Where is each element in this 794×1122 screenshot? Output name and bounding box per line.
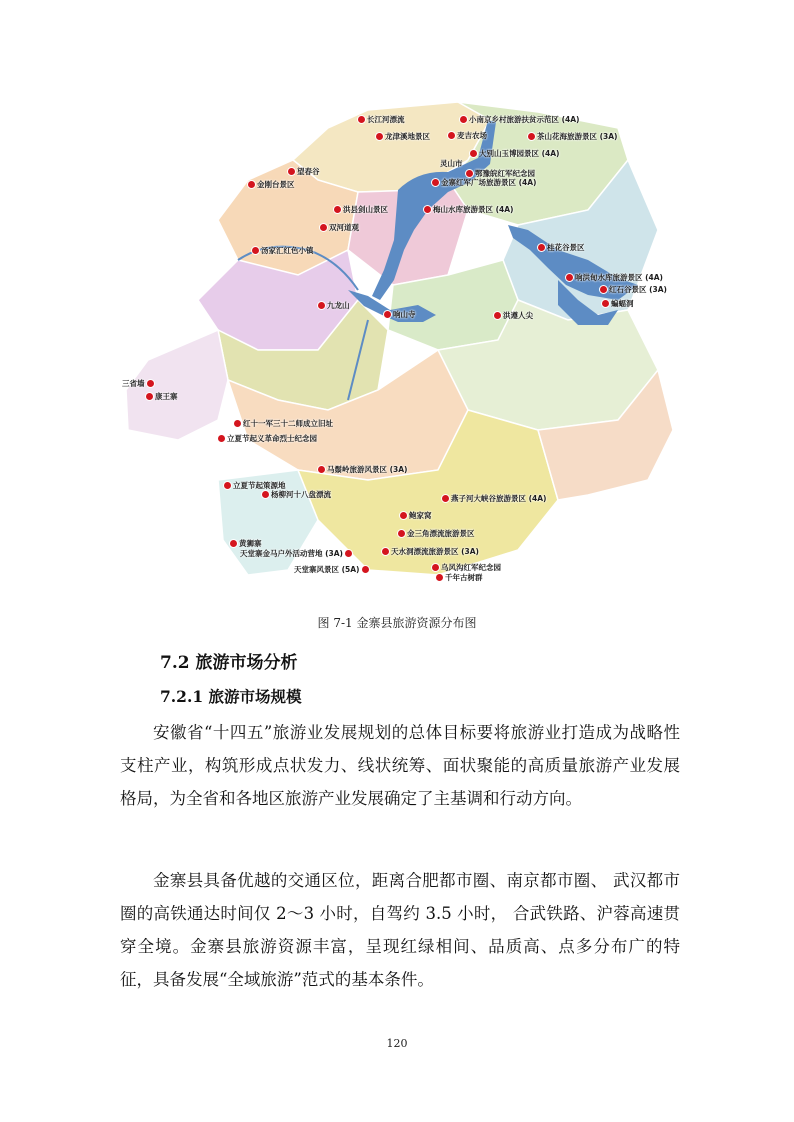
marker-dot-icon [448, 132, 455, 139]
tourism-map [118, 100, 678, 590]
marker-dot-icon [384, 311, 391, 318]
marker-dot-icon [466, 170, 473, 177]
poi-marker: 望春谷 [288, 168, 320, 176]
marker-dot-icon [400, 512, 407, 519]
marker-dot-icon [382, 548, 389, 555]
marker-dot-icon [146, 393, 153, 400]
marker-dot-icon [436, 574, 443, 581]
marker-dot-icon [398, 530, 405, 537]
marker-dot-icon [252, 247, 259, 254]
poi-marker: 梅山水库旅游景区 (4A) [424, 206, 514, 214]
poi-marker: 长江河漂流 [358, 116, 405, 124]
marker-dot-icon [320, 224, 327, 231]
marker-dot-icon [262, 491, 269, 498]
poi-marker: 杨柳河十八盘漂流 [262, 491, 331, 499]
poi-marker: 鄂豫皖红军纪念园 [466, 170, 535, 178]
poi-marker: 红石谷景区 (3A) [600, 286, 667, 294]
poi-marker: 汤家汇红色小镇 [252, 247, 314, 255]
marker-dot-icon [442, 495, 449, 502]
marker-dot-icon [538, 244, 545, 251]
marker-dot-icon [600, 286, 607, 293]
marker-dot-icon [234, 420, 241, 427]
poi-marker: 大别山玉博园景区 (4A) [470, 150, 560, 158]
poi-label: 灵山市 [440, 159, 463, 168]
marker-dot-icon [470, 150, 477, 157]
marker-dot-icon [248, 181, 255, 188]
marker-dot-icon [345, 550, 352, 557]
paragraph: 金寨县具备优越的交通区位，距离合肥都市圈、南京都市圈、 武汉都市圈的高铁通达时间仅 2～3 小时，自驾约 3.5 小时， 合武铁路、沪蓉高速贯穿全境。金寨县旅游资源丰富，呈现红绿相间、品质高、点多分布广的特征，具备发展“全域旅游”范式的基本条件。 [120, 871, 680, 989]
poi-marker: 黄狮寨 [230, 540, 262, 548]
county-map-graphic [118, 100, 678, 590]
poi-marker: 双河道观 [320, 224, 359, 232]
marker-dot-icon [566, 274, 573, 281]
poi-marker: 鲍家窝 [400, 512, 432, 520]
poi-marker: 康王寨 [146, 393, 178, 401]
marker-dot-icon [432, 179, 439, 186]
poi-marker: 洪遵人尖 [494, 312, 533, 320]
poi-marker: 金三角漂流旅游景区 [398, 530, 475, 538]
marker-dot-icon [334, 206, 341, 213]
poi-marker: 三省墙 [122, 380, 154, 388]
section-title: 7.2 旅游市场分析 [160, 653, 298, 673]
poi-marker: 马鬃岭旅游风景区 (3A) [318, 466, 408, 474]
poi-marker: 洪县剑山景区 [334, 206, 388, 214]
marker-dot-icon [224, 482, 231, 489]
paragraph: 安徽省“十四五”旅游业发展规划的总体目标要将旅游业打造成为战略性支柱产业，构筑形成点状发力、线状统筹、面状聚能的高质量旅游产业发展格局，为全省和各地区旅游产业发展确定了主基调和行动方向。 [120, 723, 680, 808]
marker-dot-icon [432, 564, 439, 571]
poi-marker: 蝙蝠洞 [602, 300, 634, 308]
poi-marker: 金寨红军广场旅游景区 (4A) [432, 179, 537, 187]
poi-marker: 响洪甸水库旅游景区 (4A) [566, 274, 663, 282]
poi-marker: 天水洞漂流旅游景区 (3A) [382, 548, 479, 556]
subsection-title: 7.2.1 旅游市场规模 [160, 687, 302, 706]
poi-marker: 立夏节起策源地 [224, 482, 286, 490]
marker-dot-icon [602, 300, 609, 307]
marker-dot-icon [376, 133, 383, 140]
marker-dot-icon [318, 466, 325, 473]
marker-dot-icon [230, 540, 237, 547]
page-number: 120 [386, 1037, 408, 1050]
poi-marker: 燕子河大峡谷旅游景区 (4A) [442, 495, 547, 503]
poi-marker: 天堂寨金马户外活动营地 (3A) [240, 550, 352, 558]
poi-marker: 乌风沟红军纪念园 [432, 564, 501, 572]
marker-dot-icon [460, 116, 467, 123]
poi-marker: 九龙山 [318, 302, 350, 310]
poi-marker: 天堂寨风景区 (5A) [294, 566, 369, 574]
poi-marker: 响山寺 [384, 311, 416, 319]
poi-marker: 小南京乡村旅游扶贫示范区 (4A) [460, 116, 580, 124]
poi-marker: 麦吉农场 [448, 132, 487, 140]
marker-dot-icon [147, 380, 154, 387]
marker-dot-icon [528, 133, 535, 140]
poi-marker: 红十一军三十二师成立旧址 [234, 420, 333, 428]
poi-marker: 千年古树群 [436, 574, 483, 582]
marker-dot-icon [362, 566, 369, 573]
poi-marker: 桂花谷景区 [538, 244, 585, 252]
marker-dot-icon [424, 206, 431, 213]
marker-dot-icon [358, 116, 365, 123]
poi-marker: 茶山花海旅游景区 (3A) [528, 133, 618, 141]
marker-dot-icon [318, 302, 325, 309]
poi-marker: 金刚台景区 [248, 181, 295, 189]
poi-marker: 立夏节起义革命烈士纪念园 [218, 435, 317, 443]
marker-dot-icon [494, 312, 501, 319]
marker-dot-icon [288, 168, 295, 175]
marker-dot-icon [218, 435, 225, 442]
figure-caption: 图 7-1 金寨县旅游资源分布图 [317, 616, 477, 630]
poi-marker: 龙津溪地景区 [376, 133, 430, 141]
